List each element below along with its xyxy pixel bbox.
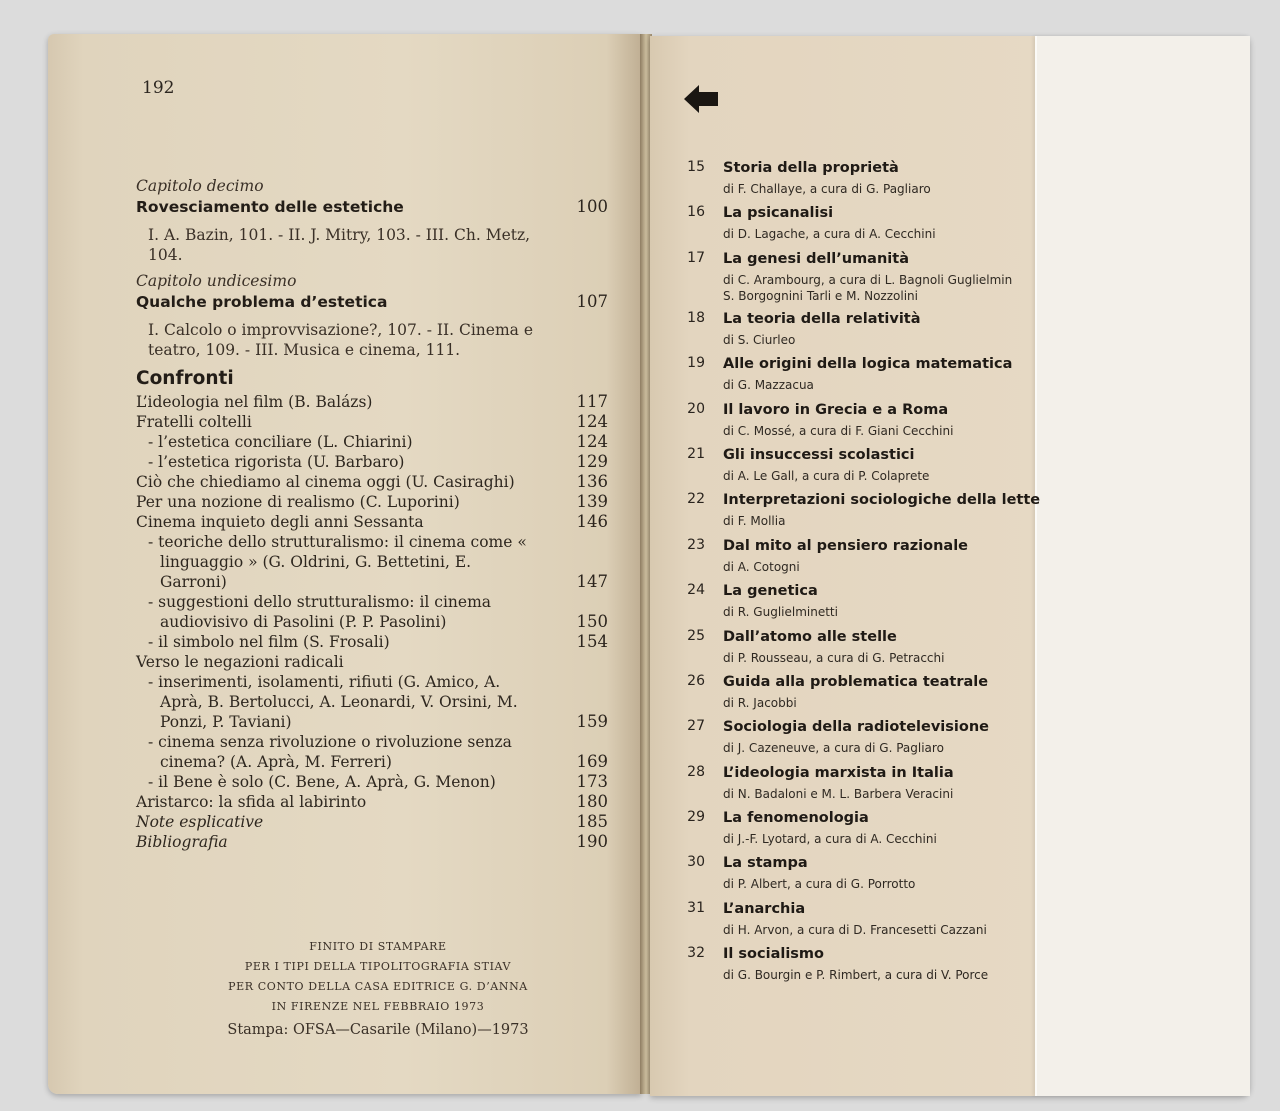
series-author-line: di C. Arambourg, a cura di L. Bagnoli Guglielmin bbox=[723, 272, 1013, 287]
series-item bbox=[683, 401, 1043, 446]
toc-entry bbox=[136, 432, 608, 452]
series-list bbox=[683, 159, 1043, 991]
chapter-page: 100 bbox=[576, 197, 608, 216]
series-number: 26 bbox=[687, 672, 705, 689]
series-item bbox=[683, 446, 1043, 491]
series-item bbox=[683, 900, 1043, 945]
toc-entry bbox=[136, 672, 608, 732]
series-author-line: di P. Albert, a cura di G. Porrotto bbox=[723, 877, 916, 892]
toc-entry bbox=[136, 532, 608, 592]
series-item bbox=[683, 809, 1043, 854]
toc-entry bbox=[136, 452, 608, 472]
series-title: La fenomenologia bbox=[723, 810, 869, 827]
toc-entry-page: 129 bbox=[576, 452, 608, 471]
series-number: 23 bbox=[687, 536, 705, 553]
chapter-row bbox=[136, 292, 608, 317]
series-author-line: di D. Lagache, a cura di A. Cecchini bbox=[723, 227, 936, 242]
series-title: Alle origini della logica matematica bbox=[723, 356, 1013, 373]
series-number: 21 bbox=[687, 445, 705, 462]
paper-insert bbox=[1035, 36, 1250, 1096]
series-authors bbox=[723, 604, 838, 620]
toc-entry-page: 180 bbox=[576, 792, 608, 811]
series-item bbox=[683, 250, 1043, 310]
colophon-line: PER CONTO DELLA CASA EDITRICE G. D’ANNA bbox=[228, 980, 528, 993]
series-number: 29 bbox=[687, 809, 705, 826]
toc-entry-page: 117 bbox=[576, 392, 608, 411]
table-of-contents bbox=[136, 176, 608, 852]
toc-entry bbox=[136, 392, 608, 412]
series-authors bbox=[723, 272, 1012, 304]
series-number: 30 bbox=[687, 854, 705, 871]
toc-entry-page: 169 bbox=[576, 752, 608, 771]
series-title: La teoria della relatività bbox=[723, 310, 921, 327]
toc-entry-page: 150 bbox=[576, 612, 608, 631]
toc-entry-page: 173 bbox=[576, 772, 608, 791]
series-authors bbox=[723, 181, 931, 197]
chapter-block bbox=[136, 176, 608, 265]
series-item bbox=[683, 355, 1043, 400]
series-author-line: di C. Mossé, a cura di F. Giani Cecchini bbox=[723, 423, 954, 438]
toc-entry-page: 124 bbox=[576, 432, 608, 451]
chapter-label: Capitolo undicesimo bbox=[136, 272, 297, 290]
series-authors bbox=[723, 332, 795, 348]
series-item bbox=[683, 204, 1043, 249]
chapter-title: Qualche problema d’estetica bbox=[136, 293, 388, 311]
series-author-line: di R. Jacobbi bbox=[723, 695, 797, 710]
series-number: 17 bbox=[687, 249, 705, 266]
series-author-line: di R. Guglielminetti bbox=[723, 605, 838, 620]
toc-entry-text: L’ideologia nel film (B. Balázs) bbox=[136, 393, 373, 411]
series-author-line: di G. Bourgin e P. Rimbert, a cura di V. Porce bbox=[723, 968, 989, 983]
toc-entry bbox=[136, 632, 608, 652]
toc-entry bbox=[136, 772, 608, 792]
toc-entry-text: - suggestioni dello strutturalismo: il cinema audiovisivo di Pasolini (P. P. Pasolini) bbox=[148, 593, 492, 631]
series-number: 22 bbox=[687, 491, 705, 508]
toc-entry bbox=[136, 472, 608, 492]
series-title: La genesi dell’umanità bbox=[723, 250, 909, 267]
toc-entry bbox=[136, 732, 608, 772]
toc-entry-text: - il simbolo nel film (S. Frosali) bbox=[148, 633, 390, 651]
series-item bbox=[683, 491, 1043, 536]
toc-entry-text: - l’estetica conciliare (L. Chiarini) bbox=[148, 433, 413, 451]
series-author-line: di N. Badaloni e M. L. Barbera Veracini bbox=[723, 786, 954, 801]
series-authors bbox=[723, 226, 936, 242]
toc-entry-text: Bibliografia bbox=[136, 833, 228, 851]
series-authors bbox=[723, 876, 915, 892]
series-item bbox=[683, 159, 1043, 204]
toc-entry-page: 136 bbox=[576, 472, 608, 491]
chapter-page: 107 bbox=[576, 292, 608, 311]
toc-entry-page: 159 bbox=[576, 712, 608, 731]
series-item bbox=[683, 764, 1043, 809]
series-title: Gli insuccessi scolastici bbox=[723, 446, 915, 463]
series-author-line: di P. Rousseau, a cura di G. Petracchi bbox=[723, 650, 945, 665]
series-number: 15 bbox=[687, 159, 705, 175]
toc-entry-page: 154 bbox=[576, 632, 608, 651]
series-author-line: di J.-F. Lyotard, a cura di A. Cecchini bbox=[723, 832, 937, 847]
left-arrow-icon bbox=[684, 84, 720, 114]
series-number: 20 bbox=[687, 400, 705, 417]
series-authors bbox=[723, 695, 797, 711]
series-author-line: di F. Mollia bbox=[723, 514, 786, 529]
series-title: L’ideologia marxista in Italia bbox=[723, 764, 954, 781]
chapter-subsections: I. Calcolo o improvvisazione?, 107. - II. Cinema e teatro, 109. - III. Musica e cinema, 111. bbox=[148, 321, 533, 359]
toc-entry-text: Note esplicative bbox=[136, 813, 264, 831]
series-authors bbox=[723, 377, 814, 393]
series-title: L’anarchia bbox=[723, 900, 806, 917]
series-title: Dal mito al pensiero razionale bbox=[723, 537, 969, 554]
toc-entry-text: - teoriche dello strutturalismo: il cinema come « linguaggio » (G. Oldrini, G. Bettetini, E. Garroni) bbox=[148, 533, 527, 591]
series-item bbox=[683, 945, 1043, 990]
toc-entry-text: Verso le negazioni radicali bbox=[136, 653, 344, 671]
series-authors bbox=[723, 423, 953, 439]
colophon bbox=[178, 937, 578, 1017]
chapter-title: Rovesciamento delle estetiche bbox=[136, 198, 404, 216]
series-title: Il socialismo bbox=[723, 946, 824, 963]
series-author-line: di S. Ciurleo bbox=[723, 332, 796, 347]
series-authors bbox=[723, 831, 937, 847]
series-title: Il lavoro in Grecia e a Roma bbox=[723, 401, 949, 418]
series-number: 19 bbox=[687, 355, 705, 372]
series-item bbox=[683, 718, 1043, 763]
toc-entry-text: - inserimenti, isolamenti, rifiuti (G. Amico, A. Aprà, B. Bertolucci, A. Leonardi, V. Orsini, M. Ponzi, P. Taviani) bbox=[148, 673, 518, 731]
series-title: La stampa bbox=[723, 855, 808, 872]
series-authors bbox=[723, 559, 800, 575]
series-number: 27 bbox=[687, 718, 705, 735]
toc-entry bbox=[136, 792, 608, 812]
toc-entry-text: Ciò che chiediamo al cinema oggi (U. Casiraghi) bbox=[136, 473, 515, 491]
series-item bbox=[683, 854, 1043, 899]
toc-entry-page: 147 bbox=[576, 572, 608, 591]
chapter-block bbox=[136, 271, 608, 360]
toc-entry-text: Fratelli coltelli bbox=[136, 413, 252, 431]
series-author-line: S. Borgognini Tarli e M. Nozzolini bbox=[723, 288, 918, 303]
series-authors bbox=[723, 967, 988, 983]
series-authors bbox=[723, 740, 944, 756]
series-number: 16 bbox=[687, 204, 705, 221]
colophon-line: FINITO DI STAMPARE bbox=[309, 940, 447, 953]
series-item bbox=[683, 537, 1043, 582]
series-authors bbox=[723, 786, 953, 802]
series-item bbox=[683, 673, 1043, 718]
toc-entry-page: 139 bbox=[576, 492, 608, 511]
chapter-row bbox=[136, 197, 608, 222]
series-title: Sociologia della radiotelevisione bbox=[723, 719, 989, 736]
colophon-line: IN FIRENZE NEL FEBBRAIO 1973 bbox=[271, 1000, 485, 1013]
series-item bbox=[683, 310, 1043, 355]
series-number: 25 bbox=[687, 627, 705, 644]
series-authors bbox=[723, 468, 929, 484]
series-title: La psicanalisi bbox=[723, 205, 834, 222]
printer-line: Stampa: OFSA—Casarile (Milano)—1973 bbox=[227, 1022, 529, 1038]
toc-entry-text: Cinema inquieto degli anni Sessanta bbox=[136, 513, 424, 531]
series-item bbox=[683, 628, 1043, 673]
series-number: 24 bbox=[687, 582, 705, 599]
section-title: Confronti bbox=[136, 368, 234, 389]
toc-entry bbox=[136, 592, 608, 632]
series-number: 18 bbox=[687, 309, 705, 326]
toc-entry bbox=[136, 412, 608, 432]
toc-entry-text: - il Bene è solo (C. Bene, A. Aprà, G. Menon) bbox=[148, 773, 496, 791]
series-item bbox=[683, 582, 1043, 627]
chapter-label: Capitolo decimo bbox=[136, 177, 264, 195]
toc-entry-text: Per una nozione di realismo (C. Luporini) bbox=[136, 493, 460, 511]
page-number: 192 bbox=[142, 78, 175, 98]
series-number: 31 bbox=[687, 899, 705, 916]
series-title: Guida alla problematica teatrale bbox=[723, 673, 989, 690]
toc-entry bbox=[136, 812, 608, 832]
toc-entry-page: 124 bbox=[576, 412, 608, 431]
series-authors bbox=[723, 513, 785, 529]
toc-entry-page: 146 bbox=[576, 512, 608, 531]
colophon-line: PER I TIPI DELLA TIPOLITOGRAFIA STIAV bbox=[244, 960, 512, 973]
series-author-line: di F. Challaye, a cura di G. Pagliaro bbox=[723, 182, 931, 196]
toc-entry-text: - cinema senza rivoluzione o rivoluzione senza cinema? (A. Aprà, M. Ferreri) bbox=[148, 733, 512, 771]
toc-entry bbox=[136, 652, 608, 672]
series-title: Interpretazioni sociologiche della lette bbox=[723, 492, 1041, 509]
series-author-line: di J. Cazeneuve, a cura di G. Pagliaro bbox=[723, 741, 944, 756]
right-page bbox=[650, 36, 1250, 1096]
series-number: 28 bbox=[687, 763, 705, 780]
toc-entry bbox=[136, 832, 608, 852]
series-title: Storia della proprietà bbox=[723, 160, 899, 176]
series-number: 32 bbox=[687, 945, 705, 962]
toc-entry-text: - l’estetica rigorista (U. Barbaro) bbox=[148, 453, 405, 471]
series-authors bbox=[723, 922, 987, 938]
series-authors bbox=[723, 650, 944, 666]
left-page bbox=[48, 34, 642, 1094]
toc-entry-text: Aristarco: la sfida al labirinto bbox=[136, 793, 367, 811]
toc-entry-page: 190 bbox=[576, 832, 608, 851]
series-author-line: di H. Arvon, a cura di D. Francesetti Cazzani bbox=[723, 922, 987, 937]
series-author-line: di A. Cotogni bbox=[723, 559, 800, 574]
toc-entry bbox=[136, 492, 608, 512]
series-author-line: di G. Mazzacua bbox=[723, 378, 814, 393]
toc-entry bbox=[136, 512, 608, 532]
series-title: La genetica bbox=[723, 583, 818, 600]
chapter-subsections: I. A. Bazin, 101. - II. J. Mitry, 103. - III. Ch. Metz, 104. bbox=[148, 226, 531, 264]
series-title: Dall’atomo alle stelle bbox=[723, 628, 897, 645]
series-author-line: di A. Le Gall, a cura di P. Colaprete bbox=[723, 468, 930, 483]
toc-entry-page: 185 bbox=[576, 812, 608, 831]
